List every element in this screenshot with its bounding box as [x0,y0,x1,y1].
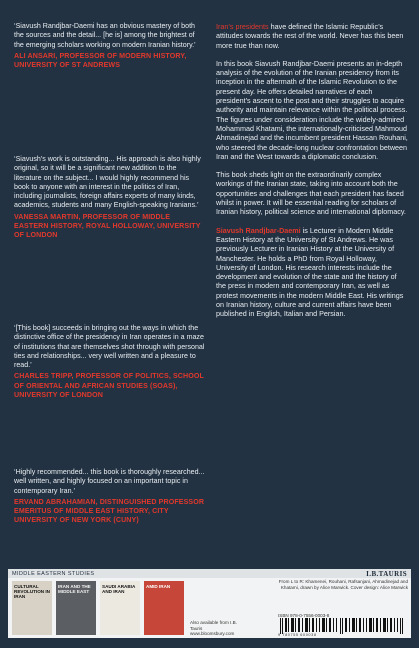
related-book-title: AMID IRAN [146,584,171,589]
blurb-paragraph: This book sheds light on the extraordinarily complex workings of the Iranian state, taking into account both the opportunities and challenges that each president has faced whilst in power. It will be essential reading for scholars of Iranian history, political science and international diplomacy. [216,170,406,217]
related-book-title: SAUDI ARABIA AND IRAN [102,584,136,594]
endorsement-quote: ‘[This book] succeeds in bringing out the ways in which the distinctive office of the presidency in Iran operates in a maze of institutions that are themselves shot through with personal ties and relationships... very well written and a pleasure to read.’ [14,324,205,370]
endorsement-quote: ‘Siavush’s work is outstanding... His approach is also highly original, so it will be a significant new addition to the literature on the subject... I would highly recommend his book to anyone with an interest in the politics of Iran, including journalists, foreign affairs experts of many kinds, academics, students and many English-speaking Iranians.’ [14,155,201,210]
endorsement-author: ERVAND ABRAHAMIAN, DISTINGUISHED PROFESSOR EMERITUS OF MIDDLE EAST HISTORY, CITY UNIVERSITY OF NEW YORK (CUNY) [14,497,205,525]
illustration-credits: From L to R: Khamenei, Rouhani, Rafsanjani, Ahmadinejad and Khatami, drawn by Alice Marwick. Cover design: Alice Marwick [278,579,408,590]
endorsement-author: VANESSA MARTIN, PROFESSOR OF MIDDLE EASTERN HISTORY, ROYAL HOLLOWAY, UNIVERSITY OF LONDON [14,212,201,240]
related-book-cover [144,581,184,635]
also-available-note: Also available from I.B. Tauris [190,620,237,631]
series-bar [8,569,411,578]
blurb-paragraph: In this book Siavush Randjbar-Daemi presents an in-depth analysis of the evolution of the Iranian presidency from its inception in the aftermath of the Islamic Revolution to the present day. He offers detailed narratives of each president’s ascent to the post and their struggles to acquire authority and maintain relevance within the political process. The figures under consideration include the widely-admired Mohammad Khatami, the internationally-criticised Mahmoud Ahmadinejad and the incumbent president Hassan Rouhani, who steered the decade-long nuclear confrontation between Iran and the West towards a diplomatic conclusion. [216,58,408,161]
related-book-cover [100,581,140,635]
blurb-highlight: Iran’s presidents [216,22,269,31]
blurb-intro [216,22,408,50]
related-book-cover [56,581,96,635]
endorsement-author: ALI ANSARI, PROFESSOR OF MODERN HISTORY, UNIVERSITY OF ST ANDREWS [14,51,187,70]
isbn-label: ISBN 978-0-7556-0003-8 [278,613,330,618]
blurb-intro-text: have defined the Islamic Republic’s attitudes towards the rest of the world. Never has this been more true than now. [216,22,404,50]
publisher-website: www.bloomsbury.com [190,631,235,636]
endorsement-author: CHARLES TRIPP, PROFESSOR OF POLITICS, SCHOOL OF ORIENTAL AND AFRICAN STUDIES (SOAS), UNIVERSITY OF LONDON [14,372,204,400]
related-book-title: IRAN AND THE MIDDLE EAST [58,584,91,594]
author-name: Siavush Randjbar-Daemi [216,225,301,235]
endorsement [14,155,206,314]
series-label: MIDDLE EASTERN STUDIES [12,570,95,577]
endorsement [14,324,206,458]
endorsement-quote: ‘Siavush Randjbar-Daemi has an obvious mastery of both the sources and the detail... [he is] among the brightest of the emerging scholars working on modern Iranian history.’ [14,22,196,49]
blurb-column [216,22,408,328]
related-book-title: CULTURAL REVOLUTION IN IRAN [14,584,50,599]
publisher-logo: I.B.TAURIS [366,569,407,578]
author-bio [216,226,408,319]
barcode-icon [278,618,408,634]
endorsement [14,468,206,526]
author-bio-text: is Lecturer in Modern Middle Eastern History at the University of St Andrews. He was previously Lecturer in Iranian History at the University of Manchester. He holds a PhD from Royal Holloway, University of London. His research interests include the development and evolution of the state and the history of the press in modern and contemporary Iran, as well as protest movements in the modern Middle East. His writings on Iranian history, culture and current affairs have been published in English, Italian and Persian. [216,225,404,319]
bottom-panel [8,578,411,638]
endorsements-column [14,22,206,536]
endorsement [14,22,206,145]
endorsement-quote: ‘Highly recommended... this book is thoroughly researched... well written, and highly focused on an important topic in contemporary Iran.’ [14,468,205,495]
related-book-cover [12,581,52,635]
barcode-digits: 9 780755 600038 [278,633,317,637]
